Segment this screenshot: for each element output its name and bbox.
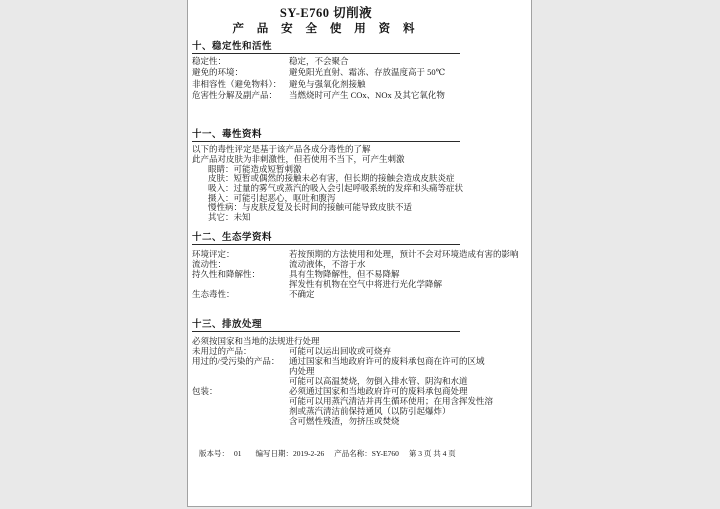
field-value: [289, 56, 349, 67]
field-value-line: 可能可以高温焚烧，勿倒入排水管、阴沟和水道: [289, 375, 468, 386]
field-value-line: 通过国家和当地政府许可的废料承包商在许可的区域: [289, 355, 485, 366]
footer-product-value: SY-E760: [371, 449, 399, 458]
field-value: [289, 79, 366, 90]
paragraph-line: 摄入：可能引起恶心，呕吐和腹泻: [208, 192, 336, 203]
field-value: [289, 269, 442, 289]
document-content: [192, 6, 519, 426]
paragraph-line: 慢性病：与皮肤反复及长时间的接触可能导致皮肤不适: [208, 202, 413, 213]
field-value-line: 流动液体，不溶于水: [289, 258, 366, 269]
field-value-line: 挥发性有机物在空气中将进行光化学降解: [289, 278, 443, 289]
field-label: 用过的/受污染的产品：: [192, 355, 280, 366]
section-heading: 十三、排放处理: [192, 320, 460, 332]
field-row: [192, 90, 460, 101]
footer-page-info: 第 3 页 共 4 页: [408, 449, 456, 458]
field-row: [192, 289, 460, 299]
field-row: [192, 355, 485, 386]
field-row: [192, 269, 460, 289]
field-label: 稳定性：: [192, 56, 227, 66]
document-page: [187, 0, 532, 507]
section: [192, 319, 494, 426]
document-subtitle: 产 品 安 全 使 用 资 料: [232, 23, 420, 35]
field-value-line: 剂或蒸汽清洁前保持通风（以防引起爆炸）: [289, 405, 451, 416]
field-value: [289, 346, 391, 356]
section-body: [192, 335, 494, 426]
section-heading: 十二、生态学资料: [192, 233, 460, 245]
paragraph-line: 以下的毒性评定是基于该产品各成分毒性的了解: [192, 144, 371, 155]
field-value: [289, 356, 485, 386]
section-heading: 十、稳定性和活性: [192, 42, 460, 54]
field-value-line: 必须通过国家和当地政府许可的废料承包商处理: [289, 385, 468, 396]
field-label: 避免的环境：: [192, 67, 244, 78]
field-row: [192, 385, 494, 426]
paragraph-line: 吸入：过量的雾气或蒸汽的吸入会引起呼吸系统的发痒和头痛等症状: [208, 183, 464, 193]
field-label: 持久性和降解性：: [192, 268, 261, 279]
footer-version-value: 01: [234, 449, 242, 458]
sections-container: [192, 42, 519, 426]
field-value-line: 可能可以运出回收或可烧弃: [289, 345, 392, 356]
field-value: [289, 259, 366, 269]
section: [192, 232, 519, 299]
footer-version-label: 版本号：: [199, 449, 229, 458]
footer-date-label: 编写日期：: [255, 449, 293, 458]
page-footer: [199, 449, 456, 458]
field-value-line: 当燃烧时可产生 COx、NOx 及其它氧化物: [289, 89, 445, 100]
field-label: 危害性分解及副产品：: [192, 89, 278, 100]
field-row: [192, 259, 460, 269]
field-value: [289, 289, 315, 299]
field-label: 未用过的产品：: [192, 345, 252, 356]
paragraph-line: 此产品对皮肤为非刺激性，但若使用不当下，可产生刺激: [192, 153, 405, 164]
field-value-line: 具有生物降解性，但不易降解: [289, 268, 400, 279]
paragraph-line: 必须按国家和当地的法规进行处理: [192, 335, 320, 346]
field-value: [289, 386, 493, 426]
field-row: [192, 56, 460, 67]
section-body: [192, 248, 519, 299]
footer-product-label: 产品名称：: [334, 449, 372, 458]
field-label: 环境评定：: [192, 248, 235, 259]
field-label: 流动性：: [192, 258, 227, 269]
field-label: 包装：: [192, 385, 218, 396]
field-value: [289, 249, 519, 259]
paragraph-line: 眼睛：可能造成短暂刺激: [208, 163, 302, 174]
paragraph-line: 其它：未知: [208, 212, 251, 223]
section-body: [192, 144, 464, 223]
section: [192, 130, 464, 223]
section: [192, 42, 460, 101]
section-body: [192, 56, 460, 101]
field-value-line: 含可燃性残渣，勿挤压或焚烧: [289, 415, 400, 426]
field-row: [192, 67, 460, 78]
field-row: [192, 346, 460, 356]
footer-date-value: 2019-2-26: [293, 449, 325, 458]
section-heading: 十一、毒性资料: [192, 130, 460, 142]
field-value: [289, 90, 445, 101]
paragraph-line: 皮肤：短暂或偶然的接触未必有害，但长期的接触会造成皮肤炎症: [208, 173, 455, 184]
field-label: 生态毒性：: [192, 288, 235, 299]
field-label: 非相容性（避免物料）：: [192, 78, 282, 89]
field-value-line: 避免与强氧化剂接触: [289, 78, 366, 89]
field-value-line: 不确定: [289, 288, 315, 299]
field-value-line: 避免阳光直射、霜冻、存放温度高于 50℃: [289, 67, 446, 78]
field-row: [192, 79, 460, 90]
field-value: [289, 67, 445, 78]
field-value-line: 可能可以用蒸汽清洁并再生循环使用；在用含挥发性溶: [289, 395, 494, 406]
field-row: [192, 248, 519, 259]
field-value-line: 内处理: [289, 365, 315, 376]
field-value-line: 稳定，不会聚合: [289, 56, 349, 66]
document-title: SY-E760 切削液: [279, 6, 373, 20]
field-value-line: 若按预期的方法使用和处理，预计不会对环境造成有害的影响: [289, 248, 519, 259]
